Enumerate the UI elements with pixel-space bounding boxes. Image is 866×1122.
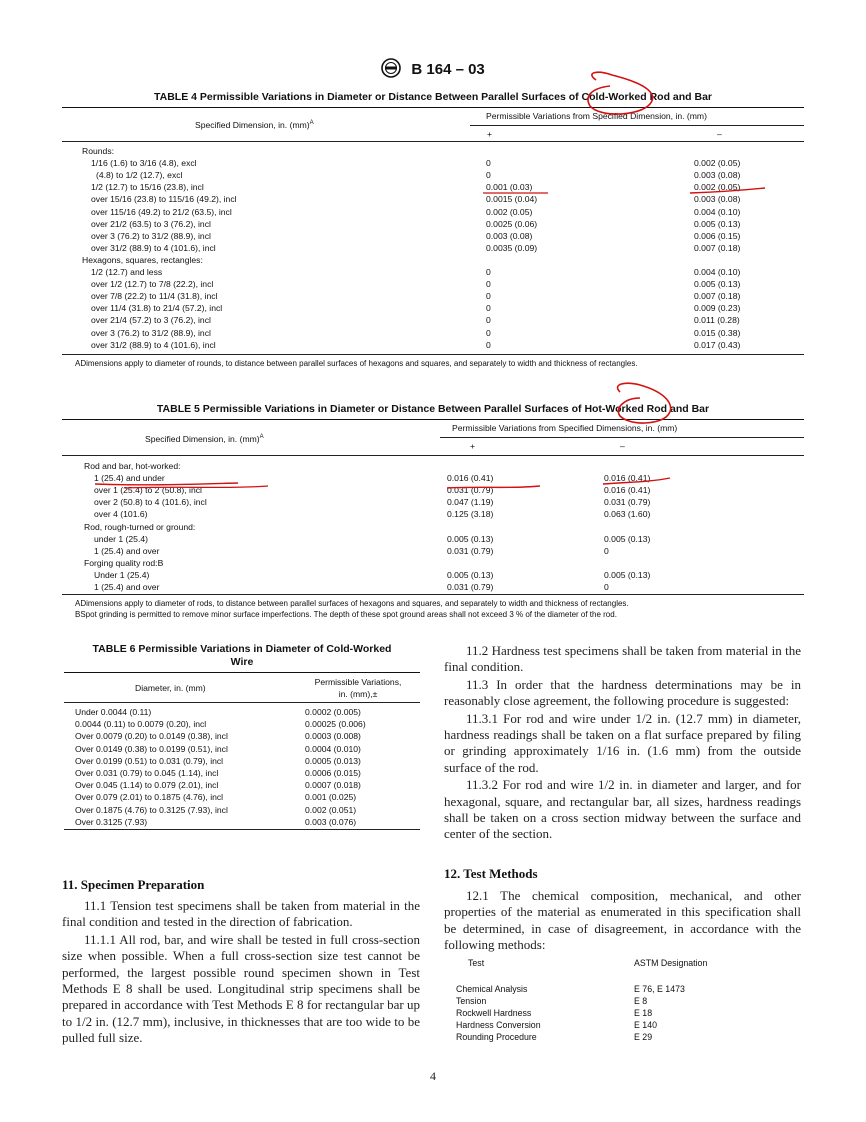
table6-row-dim: Over 0.045 (1.14) to 0.079 (2.01), incl [75, 780, 219, 791]
table5-footnote-a: ADimensions apply to diameter of rods, to distance between parallel surfaces of hexagons and squares, and separately to width and thickness of rectangles. [75, 599, 629, 608]
table5-row-dim: Rod and bar, hot-worked: [84, 461, 181, 471]
table4-row-minus: 0.011 (0.28) [694, 315, 740, 326]
table4-bottom-rule [62, 354, 804, 355]
table6-bottom-rule [64, 829, 420, 830]
table4-row-dim: over 1/2 (12.7) to 7/8 (22.2), incl [91, 279, 214, 290]
table5-row-plus: 0.031 (0.79) [447, 485, 494, 496]
table5-row-dim: over 4 (101.6) [94, 509, 148, 520]
methods-row-astm: E 140 [634, 1019, 657, 1030]
table4-row-dim: over 11/4 (31.8) to 21/4 (57.2), incl [91, 303, 223, 314]
table4-row-plus: 0 [486, 170, 491, 181]
table4-row-dim: over 15/16 (23.8) to 115/16 (49.2), incl [91, 194, 237, 205]
table5-row-dim: Under 1 (25.4) [94, 569, 150, 580]
table6-row-var: 0.0007 (0.018) [305, 780, 361, 791]
table4-row-minus: 0.004 (0.10) [694, 206, 741, 217]
table4-row-plus: 0 [486, 267, 491, 277]
table4-row-plus: 0 [486, 291, 491, 302]
table6-row-var: 0.002 (0.051) [305, 804, 357, 815]
table4-row-minus: 0.005 (0.13) [694, 218, 741, 229]
table5-row-dim: 1 (25.4) and over [94, 582, 160, 592]
table4-row-minus: 0.009 (0.23) [694, 303, 741, 314]
table6-row-var: 0.0006 (0.015) [305, 768, 361, 778]
table6-row-dim: Over 0.0079 (0.20) to 0.0149 (0.38), incl [75, 731, 228, 742]
table4-row-plus: 0.0035 (0.09) [486, 242, 538, 253]
table5-head-rule [62, 455, 804, 456]
table6-row-dim: Over 0.3125 (7.93) [75, 816, 148, 827]
table5-top-rule [62, 419, 804, 420]
table4-plus: + [487, 129, 493, 139]
table4-row-dim: over 3 (76.2) to 31/2 (88.9), incl [91, 327, 211, 338]
table6-row-var: 0.0003 (0.008) [305, 731, 361, 742]
methods-row-test: Tension [456, 995, 487, 1006]
table4-row-minus: 0.006 (0.15) [694, 230, 741, 241]
table6-row-dim: Over 0.0149 (0.38) to 0.0199 (0.51), incl [75, 743, 228, 754]
table5-row-plus: 0.047 (1.19) [447, 497, 494, 508]
table6-row-dim: Over 0.031 (0.79) to 0.045 (1.14), incl [75, 768, 219, 778]
table5-row-dim: 1 (25.4) and under [94, 473, 165, 484]
table6-row-dim: Over 0.079 (2.01) to 0.1875 (4.76), incl [75, 792, 224, 803]
table4-row-dim: over 31/2 (88.9) to 4 (101.6), incl [91, 242, 216, 253]
table4-sub-rule [470, 125, 804, 126]
methods-row-test: Hardness Conversion [456, 1019, 541, 1030]
table6-row-dim: 0.0044 (0.11) to 0.0079 (0.20), incl [75, 719, 207, 730]
right-column-body [444, 643, 801, 844]
table4-row-plus: 0 [486, 158, 491, 169]
table4-col-dim: Specified Dimension, in. (mm)$^A$ [195, 119, 314, 130]
table4-row-dim: 1/2 (12.7) to 15/16 (23.8), incl [91, 182, 204, 193]
table4-row-dim: Rounds: [82, 146, 115, 156]
table5-row-minus: 0 [604, 545, 609, 556]
table4-row-plus: 0.0015 (0.04) [486, 194, 538, 205]
para-11-3-1: 11.3.1 For rod and wire under 1/2 in. (12.7 mm) in diameter, hardness readings shall be taken on a flat surface prepared by filing or grinding approximately 1/16 in. (1.6 mm) from the outside surface of the rod. [444, 710, 801, 775]
table5-row-plus: 0.031 (0.79) [447, 545, 494, 556]
para-11-3-2: 11.3.2 For rod and wire 1/2 in. in diameter and larger, and for hexagonal, square, and rectangular bar, all sizes, hardness readings shall be taken on a cross section midway between the surface and center of the section. [444, 777, 801, 842]
designation: B 164 – 03 [411, 61, 485, 78]
table5-row-minus: 0.031 (0.79) [604, 497, 651, 508]
methods-row-astm: E 29 [634, 1031, 653, 1042]
table5-row-dim: Rod, rough-turned or ground: [84, 521, 196, 532]
table6-row-var: 0.00025 (0.006) [305, 719, 366, 730]
table5-row-minus: 0.063 (1.60) [604, 509, 651, 520]
table4-row-plus: 0.001 (0.03) [486, 182, 533, 193]
table5-row-minus: 0.016 (0.41) [604, 485, 651, 496]
table4-row-dim: 1/16 (1.6) to 3/16 (4.8), excl [91, 158, 197, 169]
methods-row-test: Rounding Procedure [456, 1031, 537, 1042]
document-header [0, 58, 866, 78]
table5-col-var: Permissible Variations from Specified Dimensions, in. (mm) [452, 423, 678, 433]
table6-head-rule [64, 702, 420, 703]
table4-head-rule [62, 141, 804, 142]
methods-col-test: Test [468, 958, 485, 968]
table4-row-minus: 0.015 (0.38) [694, 327, 741, 338]
table6-row-var: 0.003 (0.076) [305, 816, 357, 827]
table4-title: TABLE 4 Permissible Variations in Diameter or Distance Between Parallel Surfaces of Cold-Worked Rod and Bar [153, 91, 713, 103]
table4-col-var: Permissible Variations from Specified Dimension, in. (mm) [486, 111, 707, 121]
para-12-1: 12.1 The chemical composition, mechanical, and other properties of the material as enumerated in this specification shall be determined, in case of disagreement, in accordance with the following methods: [444, 888, 801, 953]
table5-row-dim: over 1 (25.4) to 2 (50.8), incl [94, 485, 202, 496]
table4-row-dim: over 115/16 (49.2) to 21/2 (63.5), incl [91, 206, 232, 217]
table4-row-plus: 0.003 (0.08) [486, 230, 533, 241]
table4-row-minus: 0.002 (0.05) [694, 182, 741, 193]
table5-minus: – [620, 441, 625, 451]
section11-body [62, 898, 420, 1048]
para-11-3: 11.3 In order that the hardness determinations may be in reasonably close agreement, the following procedure is suggested: [444, 676, 801, 709]
table4-minus: – [717, 129, 722, 139]
section12-body [444, 888, 801, 955]
table5-row-plus: 0.005 (0.13) [447, 569, 494, 580]
methods-col-astm: ASTM Designation [634, 958, 708, 968]
table4-row-dim: (4.8) to 1/2 (12.7), excl [96, 170, 183, 181]
table6-row-var: 0.0005 (0.013) [305, 755, 361, 766]
table4-row-dim: Hexagons, squares, rectangles: [82, 254, 203, 265]
table5-row-dim: under 1 (25.4) [94, 533, 148, 544]
methods-row-astm: E 8 [634, 995, 648, 1006]
methods-row-astm: E 18 [634, 1007, 653, 1018]
table4-row-minus: 0.004 (0.10) [694, 267, 741, 277]
table4-row-plus: 0.0025 (0.06) [486, 218, 538, 229]
table5-row-minus: 0.005 (0.13) [604, 569, 651, 580]
table5-row-plus: 0.031 (0.79) [447, 582, 494, 592]
methods-row-astm: E 76, E 1473 [634, 984, 685, 994]
astm-logo-icon [381, 58, 401, 78]
table5-bottom-rule [62, 594, 804, 595]
table6-title: TABLE 6 Permissible Variations in Diameter of Cold-Worked Wire [92, 643, 392, 668]
section11-heading: 11. Specimen Preparation [62, 877, 205, 892]
table4-row-dim: over 3 (76.2) to 31/2 (88.9), incl [91, 230, 211, 241]
table4-row-minus: 0.002 (0.05) [694, 158, 741, 169]
table4-row-plus: 0 [486, 315, 491, 326]
page-number: 4 [430, 1069, 436, 1083]
table4-row-minus: 0.005 (0.13) [694, 279, 741, 290]
table6-col-dim: Diameter, in. (mm) [135, 683, 206, 693]
table5-plus: + [470, 441, 476, 451]
table5-row-dim: 1 (25.4) and over [94, 545, 160, 556]
table6-row-var: 0.0004 (0.010) [305, 743, 361, 754]
table4-row-plus: 0.002 (0.05) [486, 206, 533, 217]
table4-row-plus: 0 [486, 327, 491, 338]
table5-row-plus: 0.016 (0.41) [447, 473, 494, 484]
table4-row-minus: 0.007 (0.18) [694, 242, 741, 253]
table4-row-dim: over 21/4 (57.2) to 3 (76.2), incl [91, 315, 211, 326]
table4-row-dim: over 7/8 (22.2) to 11/4 (31.8), incl [91, 291, 218, 302]
table4-row-dim: over 21/2 (63.5) to 3 (76.2), incl [91, 218, 211, 229]
para-11-2: 11.2 Hardness test specimens shall be taken from material in the final condition. [444, 643, 801, 675]
table6-row-var: 0.0002 (0.005) [305, 707, 361, 717]
table4-row-minus: 0.003 (0.08) [694, 194, 741, 205]
table4-row-plus: 0 [486, 279, 491, 290]
table4-row-minus: 0.007 (0.18) [694, 291, 741, 302]
table6-row-dim: Under 0.0044 (0.11) [75, 707, 152, 717]
table5-row-minus: 0.016 (0.41) [604, 473, 651, 484]
table6-col-var: Permissible Variations, in. (mm),± [314, 677, 402, 699]
table4-row-dim: over 31/2 (88.9) to 4 (101.6), incl [91, 339, 216, 350]
table5-row-dim: Forging quality rod:B [84, 557, 164, 568]
table4-row-minus: 0.017 (0.43) [694, 339, 741, 350]
table5-row-minus: 0.005 (0.13) [604, 533, 651, 544]
table5-row-plus: 0.125 (3.18) [447, 509, 494, 520]
table4-row-dim: 1/2 (12.7) and less [91, 267, 163, 277]
table5-row-dim: over 2 (50.8) to 4 (101.6), incl [94, 497, 207, 508]
table5-row-plus: 0.005 (0.13) [447, 533, 494, 544]
table4-top-rule [62, 107, 804, 108]
table6-top-rule [64, 672, 420, 673]
table5-sub-rule [440, 437, 804, 438]
table6-row-dim: Over 0.0199 (0.51) to 0.031 (0.79), incl [75, 755, 224, 766]
table6-row-var: 0.001 (0.025) [305, 792, 357, 803]
table4-footnote: ADimensions apply to diameter of rounds, to distance between parallel surfaces of hexagons and squares, and separately to width and thickness of rectangles. [75, 359, 638, 368]
table5-col-dim: Specified Dimension, in. (mm)$^A$ [145, 433, 264, 444]
table4-row-minus: 0.003 (0.08) [694, 170, 741, 181]
methods-row-test: Chemical Analysis [456, 984, 528, 994]
table5-footnote-b: BSpot grinding is permitted to remove minor surface imperfections. The depth of these spot ground areas shall not exceed 3 % of the diameter of the rod. [75, 610, 617, 619]
table4-row-plus: 0 [486, 303, 491, 314]
para-11-1: 11.1 Tension test specimens shall be taken from material in the final condition and tested in the direction of fabrication. [62, 898, 420, 930]
table5-title: TABLE 5 Permissible Variations in Diameter or Distance Between Parallel Surfaces of Hot-Worked Rod and Bar [156, 403, 710, 415]
section12-heading: 12. Test Methods [444, 866, 538, 881]
table6-row-dim: Over 0.1875 (4.76) to 0.3125 (7.93), incl [75, 804, 228, 815]
methods-row-test: Rockwell Hardness [456, 1007, 532, 1018]
table4-row-plus: 0 [486, 339, 491, 350]
table5-row-minus: 0 [604, 582, 609, 592]
para-11-1-1: 11.1.1 All rod, bar, and wire shall be tested in full cross-section size when possible. When a full cross-section size test cannot be performed, the largest possible round specimen shown in Test Methods E 8 shall be used. Longitudinal strip specimens shall be prepared in accordance with Test Methods E 8 for rectangular bar up to 1/2 in. (12.7 mm), inclusive, in thicknesses that are too wide to be pulled full size. [62, 931, 420, 1046]
